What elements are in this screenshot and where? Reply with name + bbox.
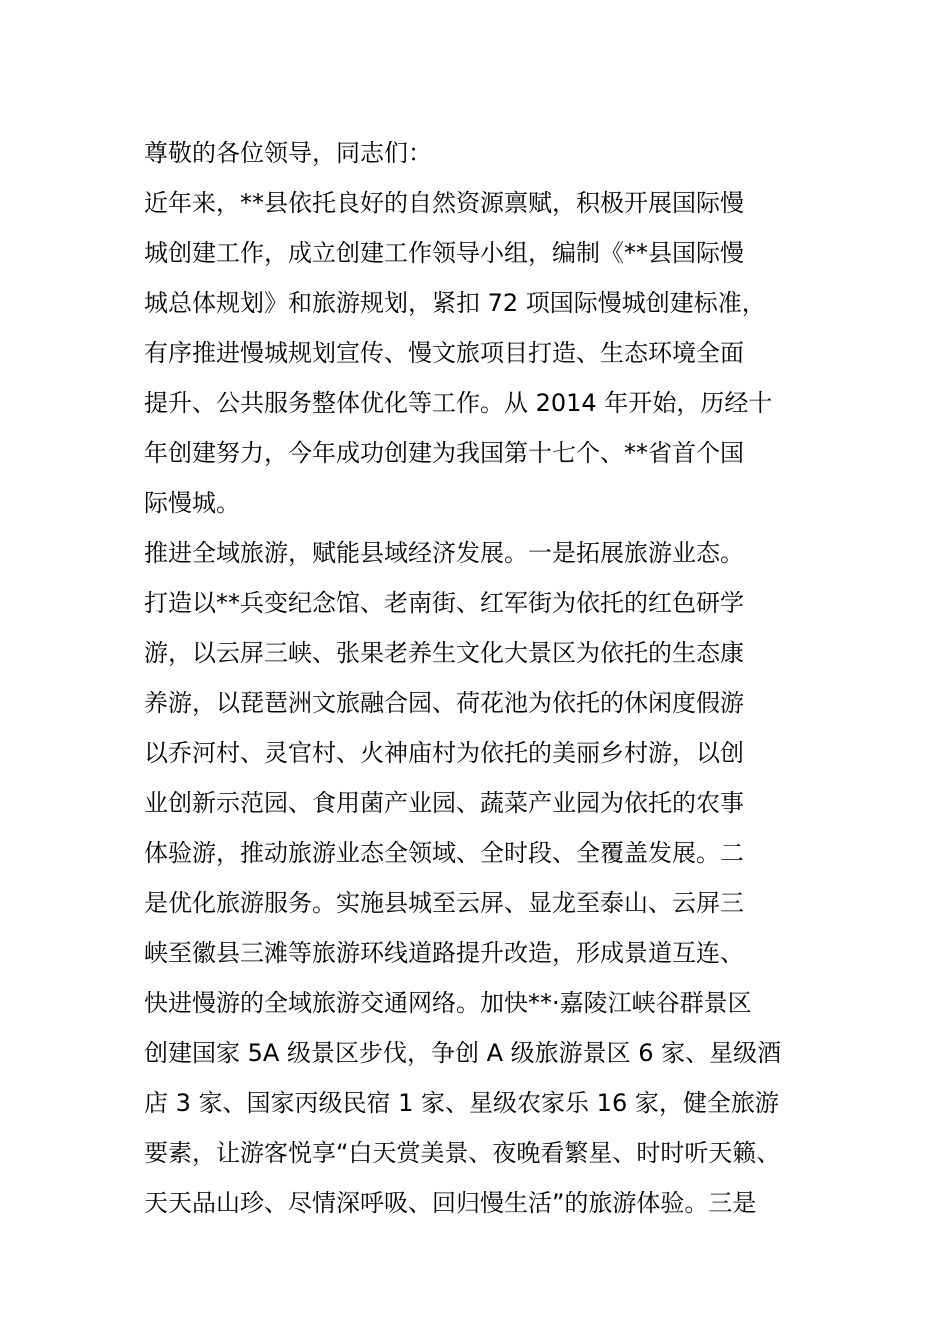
text-line: 游，以云屏三峡、张果老养生文化大景区为依托的生态康 (144, 639, 744, 667)
salutation-line: 尊敬的各位领导，同志们： (144, 139, 432, 167)
text-line: 以乔河村、灵官村、火神庙村为依托的美丽乡村游，以创 (144, 739, 744, 767)
text-line: 体验游，推动旅游业态全领域、全时段、全覆盖发展。二 (144, 839, 744, 867)
text-line: 店 3 家、国家丙级民宿 1 家、星级农家乐 16 家，健全旅游 (144, 1089, 779, 1117)
text-line: 城总体规划》和旅游规划，紧扣 72 项国际慢城创建标准， (144, 289, 766, 317)
text-line: 创建国家 5A 级景区步伐，争创 A 级旅游景区 6 家、星级酒 (144, 1039, 782, 1067)
text-line: 打造以**兵变纪念馆、老南街、红军街为依托的红色研学 (144, 589, 744, 617)
text-line: 业创新示范园、食用菌产业园、蔬菜产业园为依托的农事 (144, 789, 744, 817)
speech-text (144, 128, 834, 1228)
text-line: 近年来，**县依托良好的自然资源禀赋，积极开展国际慢 (144, 189, 744, 217)
text-line: 推进全域旅游，赋能县域经济发展。一是拓展旅游业态。 (144, 539, 744, 567)
text-line: 天天品山珍、尽情深呼吸、回归慢生活”的旅游体验。三是 (144, 1189, 757, 1217)
text-line: 养游，以琵琶洲文旅融合园、荷花池为依托的休闲度假游 (144, 689, 744, 717)
text-line: 要素，让游客悦享“白天赏美景、夜晚看繁星、时时听天籁、 (144, 1139, 781, 1167)
text-line: 有序推进慢城规划宣传、慢文旅项目打造、生态环境全面 (144, 339, 744, 367)
text-line: 年创建努力，今年成功创建为我国第十七个、**省首个国 (144, 439, 744, 467)
text-line: 快进慢游的全域旅游交通网络。加快**·嘉陵江峡谷群景区 (144, 989, 752, 1017)
text-line: 际慢城。 (144, 489, 240, 517)
text-line: 是优化旅游服务。实施县城至云屏、显龙至泰山、云屏三 (144, 889, 744, 917)
text-line: 峡至徽县三滩等旅游环线道路提升改造，形成景道互连、 (144, 939, 744, 967)
text-line: 提升、公共服务整体优化等工作。从 2014 年开始，历经十 (144, 389, 773, 417)
text-line: 城创建工作，成立创建工作领导小组，编制《**县国际慢 (144, 239, 744, 267)
